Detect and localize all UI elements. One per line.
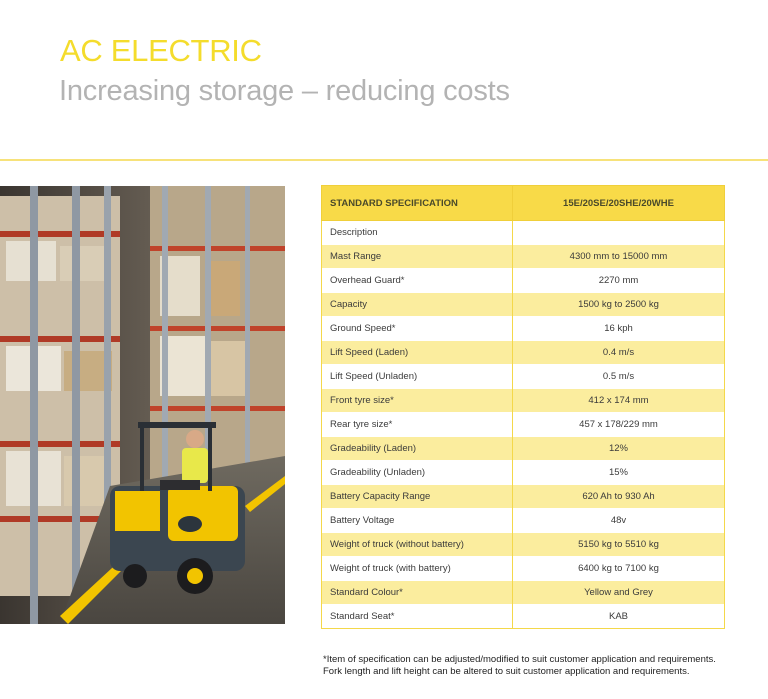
spec-value: 4300 mm to 15000 mm [513,245,725,269]
header-model-range: 15E/20SE/20SHE/20WHE [513,186,725,221]
table-row [322,557,725,581]
spec-value: 6400 kg to 7100 kg [513,557,725,581]
table-row [322,365,725,389]
table-row [322,245,725,269]
spec-value: 0.5 m/s [513,365,725,389]
table-row [322,461,725,485]
spec-label: Capacity [322,293,513,317]
table-header-row [322,186,725,221]
spec-label: Standard Seat* [322,605,513,629]
table-row [322,581,725,605]
spec-label: Lift Speed (Laden) [322,341,513,365]
warehouse-forklift-photo [0,186,285,624]
spec-value: 15% [513,461,725,485]
spec-label: Battery Voltage [322,509,513,533]
table-row [322,221,725,245]
spec-value: 457 x 178/229 mm [513,413,725,437]
spec-value: 16 kph [513,317,725,341]
table-row [322,317,725,341]
spec-value: 412 x 174 mm [513,389,725,413]
table-row [322,389,725,413]
spec-label: Weight of truck (with battery) [322,557,513,581]
spec-label: Lift Speed (Unladen) [322,365,513,389]
spec-value: 0.4 m/s [513,341,725,365]
header-divider [0,159,768,161]
table-row [322,437,725,461]
spec-label: Weight of truck (without battery) [322,533,513,557]
spec-label: Gradeability (Laden) [322,437,513,461]
spec-label: Rear tyre size* [322,413,513,437]
table-row [322,341,725,365]
footnote: *Item of specification can be adjusted/modified to suit customer application and requirements. Fork length and lift height can be altered to suit customer application and requirements. [323,654,716,677]
spec-label: Standard Colour* [322,581,513,605]
spec-label: Overhead Guard* [322,269,513,293]
page-title: AC ELECTRIC [60,33,262,68]
spec-label: Mast Range [322,245,513,269]
page-subtitle: Increasing storage – reducing costs [59,75,510,107]
table-row [322,605,725,629]
spec-value: 12% [513,437,725,461]
spec-value: 5150 kg to 5510 kg [513,533,725,557]
specification-table [321,185,725,629]
table-row [322,509,725,533]
spec-value: KAB [513,605,725,629]
spec-value [513,221,725,245]
table-row [322,413,725,437]
spec-label: Front tyre size* [322,389,513,413]
table-row [322,533,725,557]
spec-value: 620 Ah to 930 Ah [513,485,725,509]
header-specification: STANDARD SPECIFICATION [322,186,513,221]
table-row [322,485,725,509]
table-row [322,269,725,293]
spec-value: 2270 mm [513,269,725,293]
table-row [322,293,725,317]
spec-value: 1500 kg to 2500 kg [513,293,725,317]
spec-value: 48v [513,509,725,533]
spec-label: Ground Speed* [322,317,513,341]
spec-label: Description [322,221,513,245]
spec-label: Gradeability (Unladen) [322,461,513,485]
spec-value: Yellow and Grey [513,581,725,605]
spec-label: Battery Capacity Range [322,485,513,509]
